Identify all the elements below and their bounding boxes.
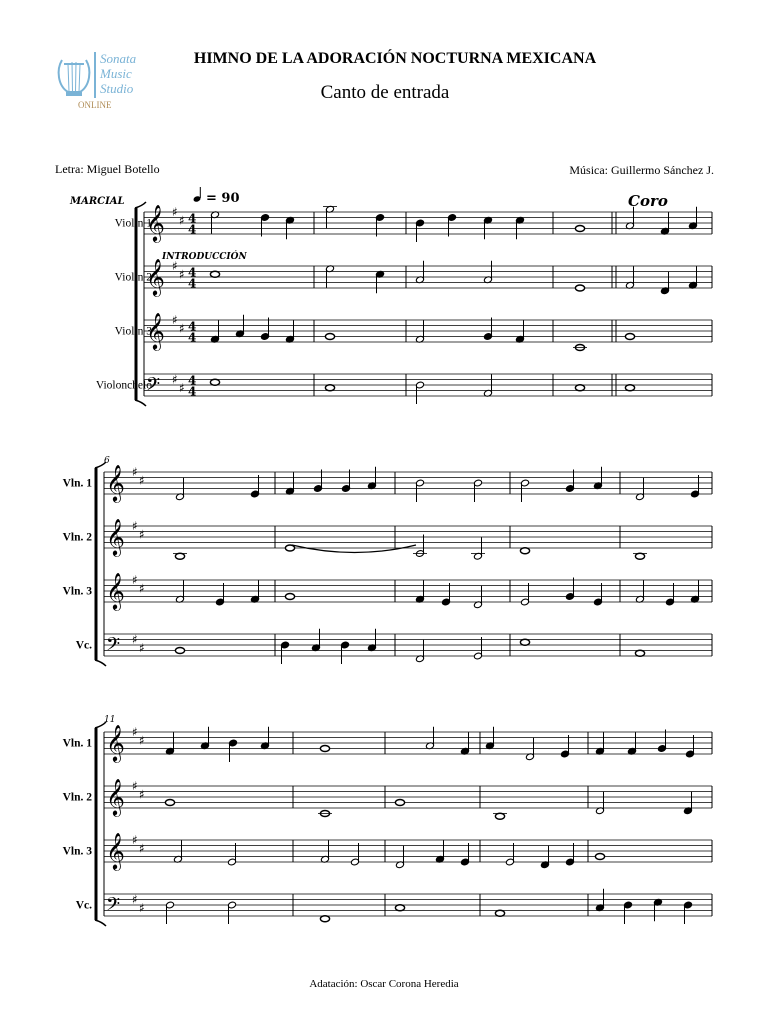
tempo-marking: MARCIAL [70,196,125,207]
bracket-bottom-hook [95,660,106,666]
notehead [635,553,644,559]
notehead [395,905,404,911]
sharp-icon: ♯ [139,787,145,802]
sharp-icon: ♯ [172,205,178,219]
notehead [575,285,584,291]
notehead [495,813,504,819]
tie [292,545,416,553]
treble-clef-icon: 𝄞 [106,723,125,762]
instrument-label: Violín 1 [114,217,152,230]
sharp-icon: ♯ [132,892,138,907]
music-credit: Música: Guillermo Sánchez J. [569,163,714,177]
notehead [285,594,294,600]
instrument-label: Vln. 2 [62,531,92,544]
notehead [210,379,219,385]
treble-clef-icon: 𝄞 [106,777,125,816]
instrument-label: Vln. 1 [62,737,92,750]
notehead [575,385,584,391]
page-title: HIMNO DE LA ADORACIÓN NOCTURNA MEXICANA [193,50,597,67]
instrument-label: Violonchelo [95,379,152,392]
sharp-icon: ♯ [132,725,138,739]
notehead [625,334,634,340]
instrument-label: Vln. 1 [62,477,92,490]
notehead [165,800,174,806]
notehead [325,385,334,391]
coro-label: Coro [628,192,668,210]
logo-online: ONLINE [78,100,112,110]
logo-line-1: Sonata [100,51,137,66]
instrument-label: Vln. 2 [62,791,92,804]
bass-clef-icon: 𝄢 [106,894,121,920]
sharp-icon: ♯ [179,267,185,282]
metronome-marking: = 90 [206,191,240,206]
notes [165,205,699,924]
treble-clef-icon: 𝄞 [146,203,165,242]
instrument-label: Vc. [75,899,92,912]
treble-clef-icon: 𝄞 [106,831,125,870]
time-signature-denominator: 4 [188,384,197,399]
treble-clef-icon: 𝄞 [146,311,165,350]
notehead [635,650,644,656]
logo-line-3: Studio [100,81,134,96]
sharp-icon: ♯ [139,473,145,488]
notehead [575,226,584,232]
page-subtitle: Canto de entrada [320,82,450,103]
sharp-icon: ♯ [132,573,138,587]
sharp-icon: ♯ [139,733,145,748]
sharp-icon: ♯ [132,779,138,793]
time-signature-denominator: 4 [188,276,197,291]
footer-credit: Adatación: Oscar Corona Heredia [309,978,459,990]
instrument-label: Violín 3 [114,325,152,338]
instrument-label: Vln. 3 [62,845,92,858]
logo-line-2: Music [100,66,132,81]
notehead [395,800,404,806]
notehead [210,271,219,277]
treble-clef-icon: 𝄞 [106,517,125,556]
time-signature-numerator: 4 [188,319,197,334]
sharp-icon: ♯ [139,527,145,542]
notehead [495,910,504,916]
sharp-icon: ♯ [132,519,138,533]
bracket-bottom-hook [135,400,146,406]
sharp-icon: ♯ [172,313,178,327]
treble-clef-icon: 𝄞 [106,571,125,610]
sharp-icon: ♯ [132,632,138,647]
notehead [625,385,634,391]
sharp-icon: ♯ [139,841,145,856]
notehead [325,334,334,340]
treble-clef-icon: 𝄞 [146,257,165,296]
notehead [175,553,184,559]
time-signature-denominator: 4 [188,222,197,237]
sharp-icon: ♯ [139,900,145,915]
bracket-top-hook [135,202,146,208]
notehead [520,639,529,645]
time-signature-denominator: 4 [188,330,197,345]
sharp-icon: ♯ [132,465,138,479]
sharp-icon: ♯ [172,372,178,387]
measure-number-6: 6 [104,456,110,466]
notehead [595,854,604,860]
sharp-icon: ♯ [179,213,185,228]
bass-clef-icon: 𝄢 [106,634,121,660]
treble-clef-icon: 𝄞 [106,463,125,502]
instrument-label: Vc. [75,639,92,652]
notehead [520,548,529,554]
intro-label: INTRODUCCIÓN [162,252,247,262]
sharp-icon: ♯ [179,380,185,395]
lyrics-credit: Letra: Miguel Botello [55,162,160,176]
sharp-icon: ♯ [139,581,145,596]
sharp-icon: ♯ [179,321,185,336]
staves [95,202,712,926]
notehead [320,746,329,752]
time-signature-numerator: 4 [188,211,197,226]
bass-clef-icon: 𝄢 [146,374,161,400]
sharp-icon: ♯ [172,259,178,273]
sharp-icon: ♯ [139,640,145,655]
sharp-icon: ♯ [132,833,138,847]
time-signature-numerator: 4 [188,373,197,388]
notehead [320,916,329,922]
bracket-bottom-hook [95,920,106,926]
instrument-label: Violín 2 [114,271,152,284]
measure-number-11: 11 [104,715,116,725]
notehead [175,648,184,654]
instrument-label: Vln. 3 [62,585,92,598]
time-signature-numerator: 4 [188,265,197,280]
